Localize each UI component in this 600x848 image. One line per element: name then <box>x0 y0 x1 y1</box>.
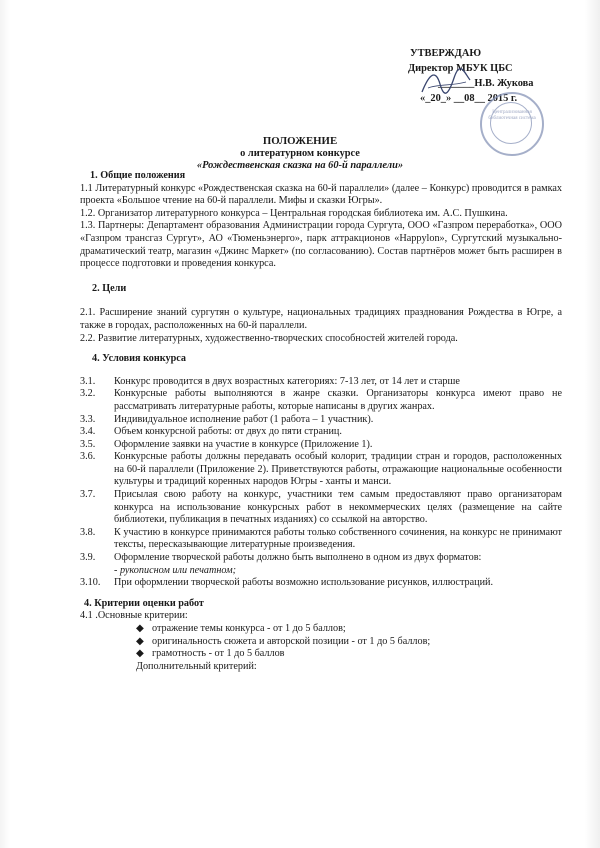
item-number: 3.5. <box>80 438 96 450</box>
paragraph-1-3: 1.3. Партнеры: Департамент образования Администрации города Сургута, ООО «Газпром переработка», ООО «Газпром трансгаз Сургут», АО «Тюменьэнерго», парк аттракционов «Happylon», Сургутский музыкально-драматический театр, магазин «Джинс Маркет» (по согласованию). Состав партнёров может быть расширен в процессе подготовки и проведения конкурса. <box>80 220 562 270</box>
list-item <box>80 527 562 552</box>
bullet-text: грамотность - от 1 до 5 баллов <box>152 648 285 660</box>
title-line-3: «Рождественская сказка на 60-й параллели» <box>196 160 404 171</box>
stamp-seal <box>480 92 544 156</box>
item-text: Объем конкурсной работы: от двух до пяти страниц. <box>114 426 342 438</box>
section-5-heading: 4. Критерии оценки работ <box>84 597 204 609</box>
item-number: 3.6. <box>80 451 96 463</box>
item-number: 3.7. <box>80 489 96 501</box>
item-text: Индивидуальное исполнение работ (1 работа – 1 участник). <box>114 413 374 425</box>
title-line-1: ПОЛОЖЕНИЕ <box>262 135 338 147</box>
paragraph-1-1: 1.1 Литературный конкурс «Рождественская сказка на 60-й параллели» (далее – Конкурс) проводится в рамках проекта «Большое чтение на 60-й параллели. Мифы и сказки Югры». <box>80 182 562 207</box>
format-options: - рукописном или печатном; <box>114 564 237 576</box>
paragraph-2-2: 2.2. Развитие литературных, художественно-творческих способностей жителей города. <box>80 332 458 344</box>
list-item <box>80 552 562 565</box>
item-number: 3.3. <box>80 413 96 425</box>
list-item <box>80 577 562 590</box>
list-item <box>80 426 562 439</box>
list-item <box>80 451 562 489</box>
item-number: 3.2. <box>80 388 96 400</box>
document-title <box>150 135 450 173</box>
list-item <box>80 439 562 452</box>
document-body <box>80 170 562 673</box>
list-item <box>80 388 562 413</box>
list-item <box>80 489 562 527</box>
approval-heading: УТВЕРЖДАЮ <box>410 48 482 59</box>
additional-criterion-label: Дополнительный критерий: <box>136 660 257 672</box>
item-text: Оформление творческой работы должно быть выполнено в одном из двух форматов: <box>114 552 482 564</box>
stamp-text: Централизованная библиотечная система <box>488 110 536 121</box>
diamond-bullet-icon: ◆ <box>136 623 144 634</box>
approval-date: «_20_» __08__ 2015 г. <box>420 93 518 104</box>
list-item <box>80 414 562 427</box>
item-text: Присылая свою работу на конкурс, участники тем самым предоставляют право организаторам конкурса на использование конкурсных работ в некоммерческих целях (размещение на сайте библиотеки, публикация в печатных изданиях) со ссылкой на авторство. <box>114 489 562 526</box>
title-line-2: о литературном конкурсе <box>240 147 360 159</box>
diamond-bullet-icon: ◆ <box>136 648 144 660</box>
item-text: Конкурсные работы должны передавать особый колорит, традиции стран и городов, расположенных на 60-й параллели (Приложение 2). Приветствуются работы, отражающие национальные особенности культуры и традиций коренных народов Югры - ханты и манси. <box>114 451 562 488</box>
approval-signatory: _______Н.В. Жукова <box>438 78 534 89</box>
section-2-heading: 2. Цели <box>92 282 127 294</box>
bullet-text: оригинальность сюжета и авторской позиции - от 1 до 5 баллов; <box>152 635 431 647</box>
paragraph-1-2: 1.2. Организатор литературного конкурса – Центральная городская библиотека им. А.С. Пушкина. <box>80 207 508 219</box>
signature-icon <box>418 66 474 100</box>
item-number: 3.10. <box>80 577 101 589</box>
item-text: При оформлении творческой работы возможно использование рисунков, иллюстраций. <box>114 577 494 589</box>
paragraph-2-1: 2.1. Расширение знаний сургутян о культуре, национальных традициях празднования Рождества в Югре, а также в городах, расположенных на 60-й параллели. <box>80 307 562 331</box>
paragraph-4-1: 4.1 .Основные критерии: <box>80 610 188 622</box>
item-text: К участию в конкурсе принимаются работы только собственного сочинения, на конкурс не принимают тексты, пересказывающие литературные произведения. <box>114 526 562 551</box>
item-text: Конкурс проводится в двух возрастных категориях: 7-13 лет, от 14 лет и старше <box>114 375 460 387</box>
approval-position: Директор МБУК ЦБС <box>408 63 513 74</box>
section-4-heading: 4. Условия конкурса <box>92 353 186 365</box>
diamond-bullet-icon: ◆ <box>136 635 144 647</box>
bullet-text: отражение темы конкурса - от 1 до 5 баллов; <box>152 623 346 634</box>
item-text: Конкурсные работы выполняются в жанре сказки. Организаторы конкурса имеют право не рассматривать литературные работы, которые написаны в других жанрах. <box>114 388 562 412</box>
list-item <box>80 648 562 661</box>
list-item <box>80 623 562 636</box>
item-number: 3.1. <box>80 375 96 387</box>
item-text: Оформление заявки на участие в конкурсе (Приложение 1). <box>114 438 373 450</box>
list-item <box>80 376 562 389</box>
item-number: 3.4. <box>80 426 96 438</box>
list-item <box>80 636 562 649</box>
section-1-heading: 1. Общие положения <box>90 170 186 181</box>
item-number: 3.9. <box>80 552 96 564</box>
item-number: 3.8. <box>80 526 96 538</box>
